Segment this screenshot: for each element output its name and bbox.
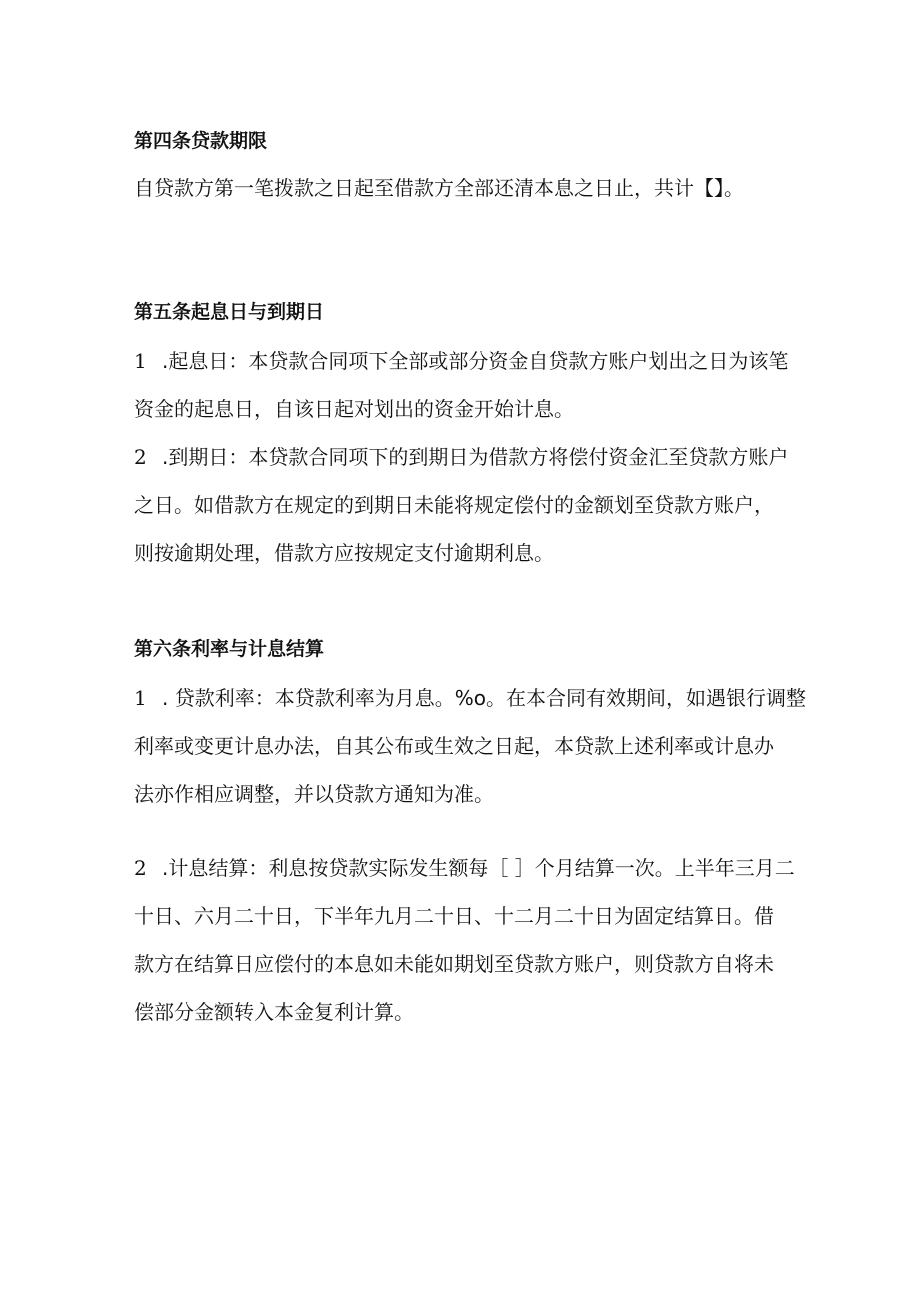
item-number: 2 <box>134 445 147 469</box>
item-text: .起息日：本贷款合同项下全部或部分资金自贷款方账户划出之日为该笔 <box>162 349 789 373</box>
article-6-item-1-line-1 <box>134 685 806 711</box>
article-5-item-1-line-2: 资金的起息日，自该日起对划出的资金开始计息。 <box>134 397 574 421</box>
article-6-item-2-line-2: 十日、六月二十日，下半年九月二十日、十二月二十日为固定结算日。借 <box>134 904 774 928</box>
item-number: 2 <box>134 856 147 880</box>
item-text: .到期日：本贷款合同项下的到期日为借款方将偿付资金汇至贷款方账户 <box>162 445 789 469</box>
article-5-item-2-line-3: 则按逾期处理，借款方应按规定支付逾期利息。 <box>134 541 554 565</box>
article-5-heading: 第五条起息日与到期日 <box>134 301 325 323</box>
article-6-item-2-line-1 <box>134 855 795 881</box>
item-text: .计息结算：利息按贷款实际发生额每［ ］个月结算一次。上半年三月二 <box>162 856 795 880</box>
article-4-heading: 第四条贷款期限 <box>134 130 268 152</box>
article-6-item-1-line-3: 法亦作相应调整，并以贷款方通知为准。 <box>134 782 494 806</box>
article-6-item-2-line-4: 偿部分金额转入本金复利计算。 <box>134 1000 414 1024</box>
item-number: 1 <box>134 349 147 373</box>
article-4-body: 自贷款方第一笔拨款之日起至借款方全部还清本息之日止，共计【】。 <box>134 176 744 200</box>
article-6-item-2-line-3: 款方在结算日应偿付的本息如未能如期划至贷款方账户，则贷款方自将未 <box>134 952 774 976</box>
article-5-item-2-line-2: 之日。如借款方在规定的到期日未能将规定偿付的金额划至贷款方账户， <box>134 493 774 517</box>
article-6-heading: 第六条利率与计息结算 <box>134 638 325 660</box>
article-5-item-2-line-1 <box>134 444 788 470</box>
item-number: 1 <box>134 686 147 710</box>
article-6-item-1-line-2: 利率或变更计息办法，自其公布或生效之日起，本贷款上述利率或计息办 <box>134 734 774 758</box>
item-text: . 贷款利率：本贷款利率为月息。%o。在本合同有效期间，如遇银行调整 <box>162 686 806 710</box>
article-5-item-1-line-1 <box>134 348 788 374</box>
